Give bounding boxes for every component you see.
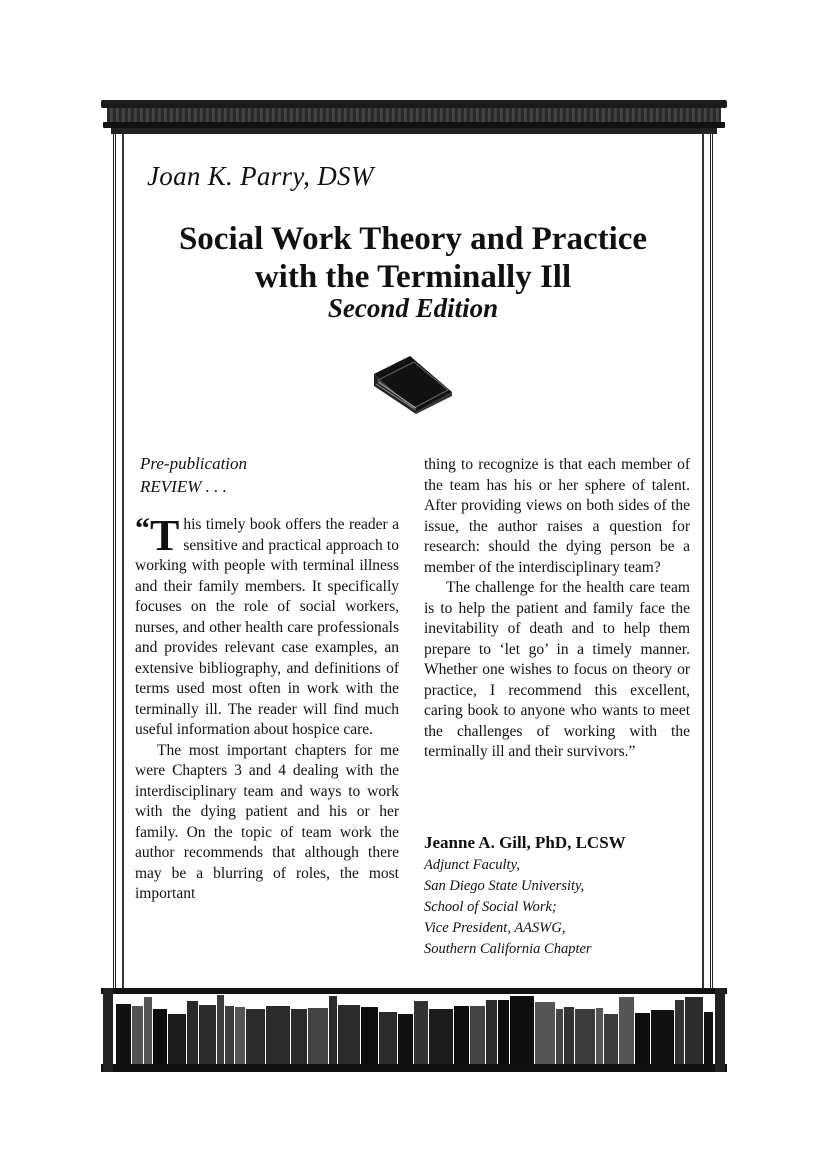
review-heading [140,452,247,498]
edition-label: Second Edition [327,293,499,323]
book-spine [265,1006,290,1064]
bookshelf-post-left [103,988,113,1072]
review-paragraph-1-text: his timely book offers the reader a sensitive and practical approach to working with people with terminal illness and their family members. It specifically focuses on the role of social workers, nurses, and other health care professionals and provides relevant case examples, an extensive bibliography, and definitions of terms used most often in work with the terminally ill. The reader will find much useful information about hospice care. [135,516,399,738]
book-spine [413,1001,428,1064]
review-heading-line-2: REVIEW . . . [140,477,227,496]
book-spine [703,1012,713,1065]
book-spine [485,1000,497,1064]
book-spine [131,1006,143,1064]
book-spine [152,1009,167,1064]
book-spine [328,996,337,1064]
top-shelf-decoration [101,100,727,136]
bottom-bookshelf [101,988,727,1080]
review-column-right [424,455,690,763]
book-spine [307,1008,328,1064]
book-spine [674,1000,684,1064]
book-spine [563,1007,574,1064]
book-spine [167,1014,186,1064]
book-spine [634,1013,650,1064]
book-spine [497,1000,509,1064]
book-spine [555,1009,563,1064]
author-name: Joan K. Parry, DSW [147,161,374,191]
book-spine [186,1001,198,1064]
closed-book-icon [370,352,454,416]
review-paragraph-3: The challenge for the health care team is to help the patient and family face the inevitability of death and to help them prepare to ‘let go’ in a timely manner. Whether one wishes to focus on theory or practice, I recommend this excellent, caring book to anyone who wants to meet the challenges of working with the terminally ill and their survivors.” [424,579,690,760]
review-paragraph-2: The most important chapters for me were Chapters 3 and 4 dealing with the interdisciplinary team and ways to work with the dying patient and his or her family. On the topic of team work the author recommends that although there may be a blurring of roles, the most important [135,741,399,902]
book-title-line-1: Social Work Theory and Practice [178,221,648,257]
book-spine [115,1004,131,1064]
book-spine [650,1010,674,1064]
book-spine [509,996,534,1064]
book-spine [216,995,224,1064]
book-spine [198,1005,216,1064]
book-spine [378,1012,397,1064]
book-spine [245,1009,265,1064]
review-heading-line-1: Pre-publication [140,454,248,473]
shelf-cap [101,100,727,108]
book-spine [428,1009,453,1064]
book-spine [453,1006,469,1064]
review-paragraph-2-continued: thing to recognize is that each member of the team has his or her sphere of talent. After providing views on both sides of the issue, the author raises a question for research: should the dying person be a member of the interdisciplinary team? [424,456,690,576]
bookshelf-base [101,1064,727,1072]
reviewer-affiliation-5: Southern California Chapter [424,941,592,957]
reviewer-affiliation-4: Vice President, AASWG, [424,920,566,936]
reviewer-name: Jeanne A. Gill, PhD, LCSW [424,833,626,852]
book-spine [360,1007,378,1064]
book-spine [534,1002,555,1064]
review-column-left [135,511,399,905]
reviewer-affiliation-3: School of Social Work; [424,899,557,915]
book-spine [143,997,152,1064]
book-title-line-2: with the Terminally Ill [254,259,572,295]
open-quote: “ [135,512,150,545]
bookshelf-books [115,994,713,1064]
reviewer-affiliation-2: San Diego State University, [424,878,585,894]
book-spine [574,1009,595,1064]
drop-cap [135,511,180,560]
book-spine [684,997,703,1064]
bookshelf-post-right [715,988,725,1072]
book-spine [397,1014,413,1064]
book-spine [290,1009,307,1064]
reviewer-affiliation-1: Adjunct Faculty, [424,857,520,873]
book-spine [234,1007,245,1064]
book-spine [618,997,634,1064]
book-spine [337,1005,360,1064]
shelf-band [107,108,721,122]
book-spine [595,1008,603,1064]
book-spine [224,1006,234,1064]
book-spine [603,1014,618,1064]
drop-cap-letter: T [150,511,180,560]
review-paragraph-1 [135,511,399,741]
book-spine [469,1006,485,1064]
